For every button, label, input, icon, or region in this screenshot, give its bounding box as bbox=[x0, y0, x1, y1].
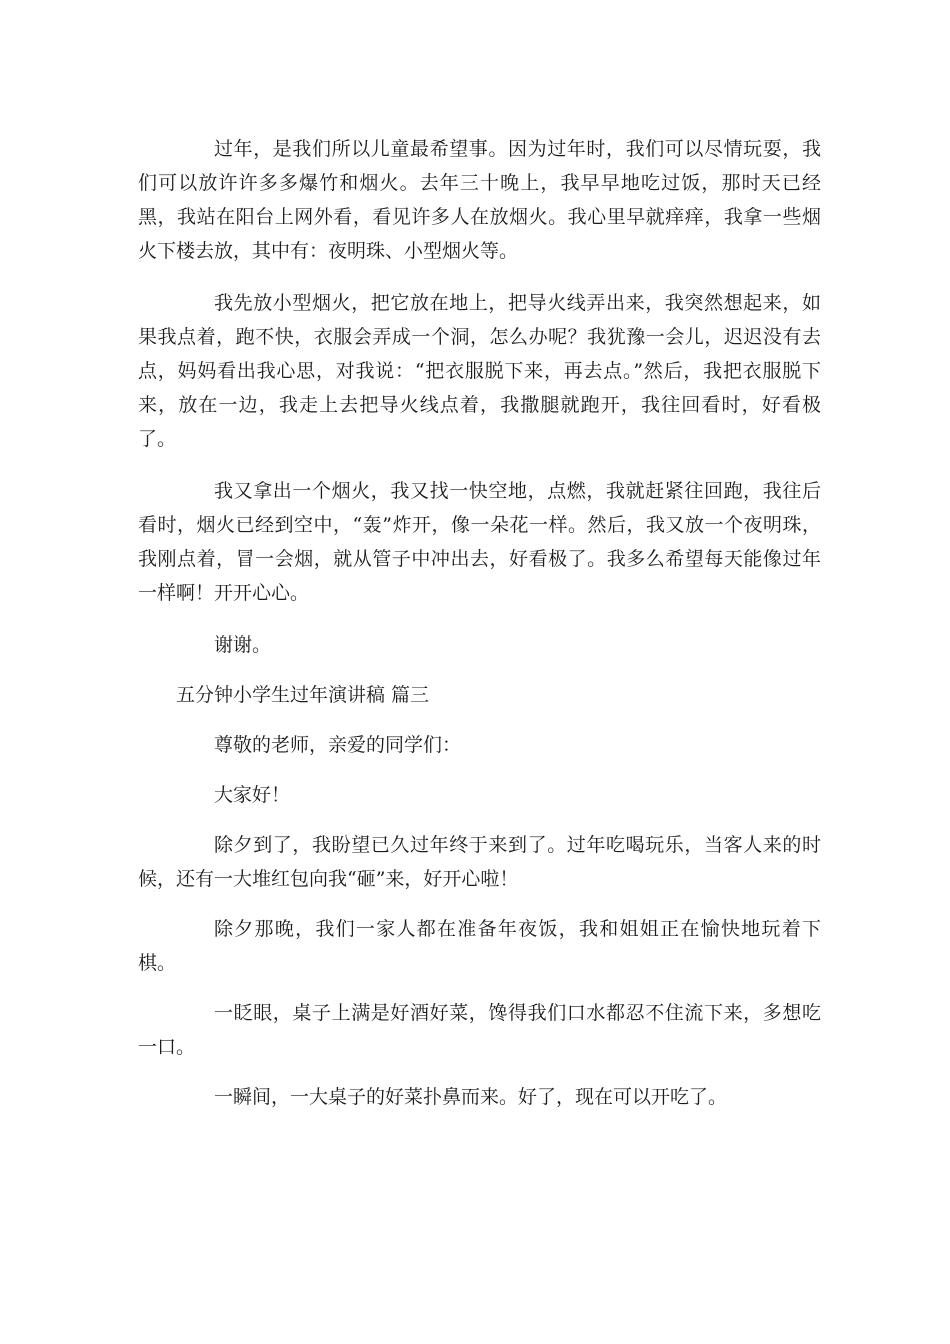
paragraph-3: 我又拿出一个烟火，我又找一快空地，点燃，我就赶紧往回跑，我往后看时，烟火已经到空中，“轰”炸开，像一朵花一样。然后，我又放一个夜明珠，我刚点着，冒一会烟，就从管子中冲出去，好看极了。我多么希望每天能像过年一样啊！开开心心。 bbox=[138, 480, 821, 604]
section-paragraph-5: 一眨眼，桌子上满是好酒好菜，馋得我们口水都忍不住流下来，多想吃一口。 bbox=[138, 1002, 821, 1058]
section-paragraph-6: 一瞬间，一大桌子的好菜扑鼻而来。好了，现在可以开吃了。 bbox=[214, 1086, 728, 1108]
section-paragraph-3: 除夕到了，我盼望已久过年终于来到了。过年吃喝玩乐，当客人来的时候，还有一大堆红包向我“砸”来，好开心啦！ bbox=[138, 834, 821, 890]
section-paragraph-4: 除夕那晚，我们一家人都在准备年夜饭，我和姐姐正在愉快地玩着下棋。 bbox=[138, 918, 821, 974]
section-paragraph-2: 大家好！ bbox=[214, 784, 291, 806]
paragraph-1: 过年，是我们所以儿童最希望事。因为过年时，我们可以尽情玩耍，我们可以放许许多多爆竹和烟火。去年三十晚上，我早早地吃过饭，那时天已经黑，我站在阳台上网外看，看见许多人在放烟火。我心里早就痒痒，我拿一些烟火下楼去放，其中有：夜明珠、小型烟火等。 bbox=[138, 138, 821, 262]
section-paragraph-1: 尊敬的老师，亲爱的同学们： bbox=[214, 734, 462, 756]
section-title: 五分钟小学生过年演讲稿 篇三 bbox=[176, 684, 430, 706]
paragraph-2: 我先放小型烟火，把它放在地上，把导火线弄出来，我突然想起来，如果我点着，跑不快，衣服会弄成一个洞，怎么办呢？我犹豫一会儿，迟迟没有去点，妈妈看出我心思，对我说：“把衣服脱下来，再去点。”然后，我把衣服脱下来，放在一边，我走上去把导火线点着，我撒腿就跑开，我往回看时，好看极了。 bbox=[138, 292, 821, 450]
document-page bbox=[138, 132, 821, 1130]
paragraph-4: 谢谢。 bbox=[214, 634, 272, 656]
